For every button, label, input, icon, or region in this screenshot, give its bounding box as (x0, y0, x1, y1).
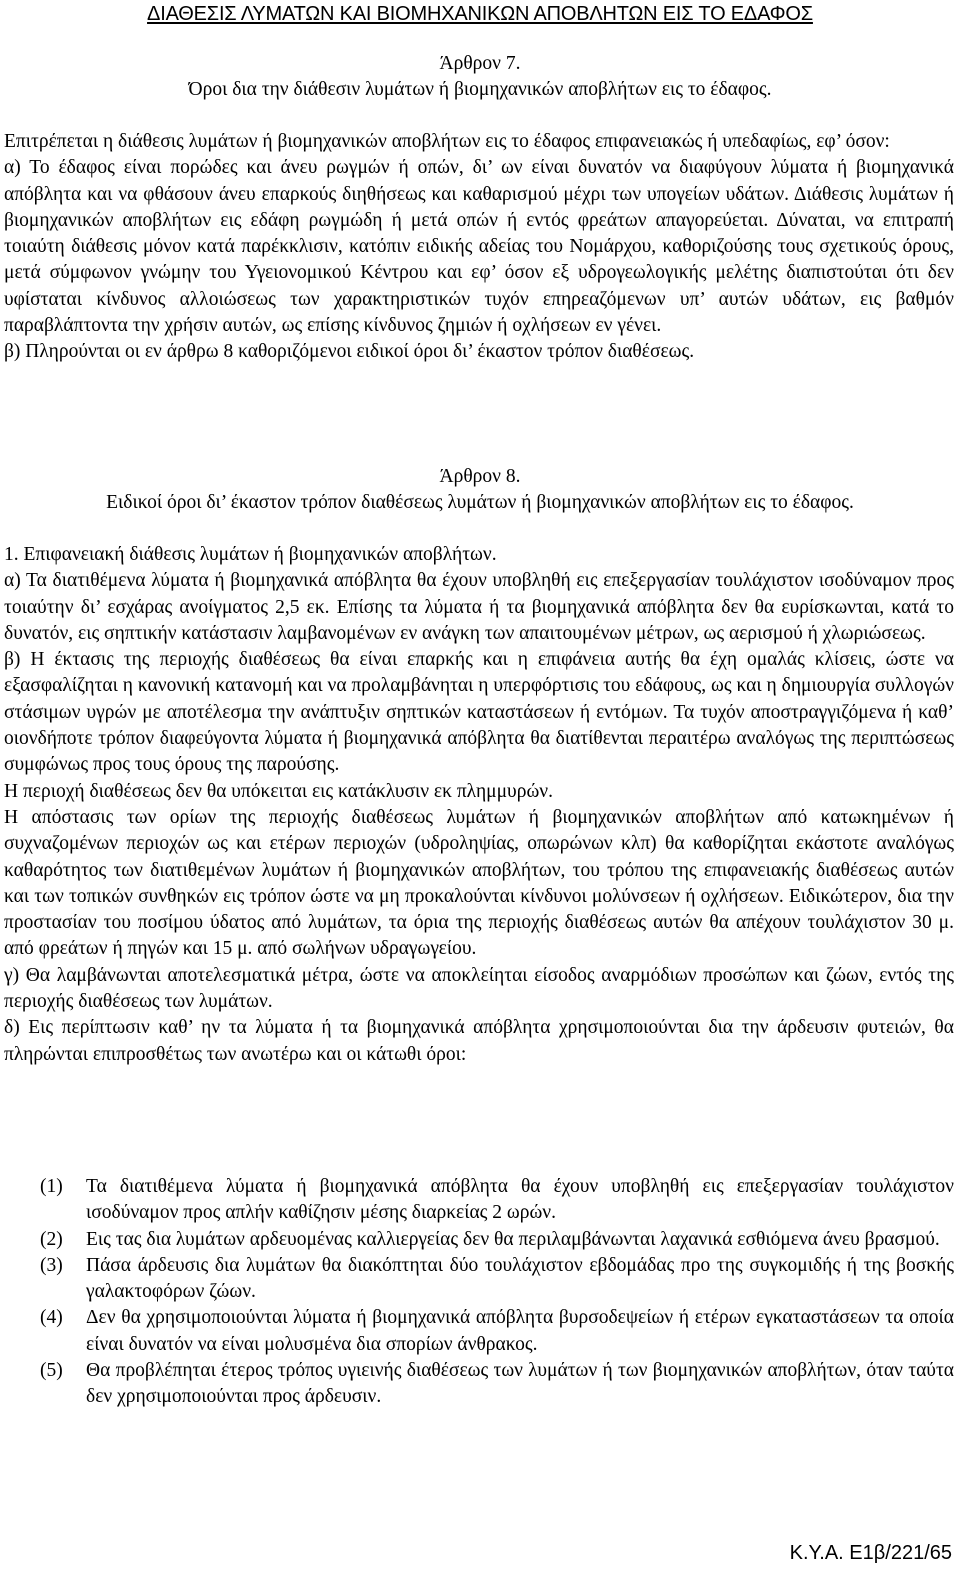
list-item-text: Πάσα άρδευσις δια λυμάτων θα διακόπτηται δύο τουλάχιστον εβδομάδας προ της συγκομιδής ή της βοσκής γαλακτοφόρων ζώων. (86, 1254, 954, 1303)
document-header: ΔΙΑΘΕΣΙΣ ΛΥΜΑΤΩΝ ΚΑΙ ΒΙΟΜΗΧΑΝΙΚΩΝ ΑΠΟΒΛΗΤΩΝ ΕΙΣ ΤΟ ΕΔΑΦΟΣ (147, 3, 813, 25)
article-7-condition-a: α) Το έδαφος είναι πορώδες και άνευ ρωγμών ή οπών, δι’ ων είναι δυνατόν να διαφύγουν λύματα ή βιομηχανικά απόβλητα και να φθάσουν άνευ επαρκούς διηθήσεως και καθαρισμού μέχρι των υπογείων υδάτων. Διάθεσις λυμάτων ή βιομηχανικών αποβλήτων εις εδάφη ρωγμώδη ή μετά οπών ή εντός φρεάτων απαγορεύεται. Δύναται, να επιτραπή τοιαύτη διάθεσις μόνον κατά παρέκκλισιν, κατόπιν ειδικής αδείας του Νομάρχου, καθοριζούσης τους σχετικούς όρους, μετά σύμφωνον γνώμην του Υγειονομικού Κέντρου και εφ’ όσον εξ υδρογεωλογικής μελέτης διαπιστούται ότι δεν υφίσταται κίνδυνος αλλοιώσεως των χαρακτηριστικών τυχόν επηρεαζόμενων υπ’ αυτών υδάτων, εις βαθμόν παραβλάπτοντα την χρήσιν αυτών, ως επίσης κίνδυνος ζημιών ή οχλήσεων εν γένει. (4, 157, 954, 337)
list-item-text: Τα διατιθέμενα λύματα ή βιομηχανικά απόβλητα θα έχουν υποβληθή εις επεξεργασίαν τουλάχιστον ισοδύναμον προς απλήν καθίζησιν μέσης διαρκείας 2 ωρών. (86, 1176, 954, 1224)
paragraph-b: β) Η έκτασις της περιοχής διαθέσεως θα είναι επαρκής και η επιφάνεια αυτής θα έχη ομαλάς κλίσεις, ώστε να εξασφαλίζηται η κανονική κατανομή και να προλαμβάνηται η υπερφόρτισις του εδάφους, ως και η δημιουργία συλλογών στάσιμων υγρών με αποτέλεσμα την ανάπτυξιν σηπτικών καταστάσεων ή εντόμων. Τα τυχόν αποστραγγιζόμενα ή καθ’ οιονδήποτε τρόπον διαφεύγοντα λύματα ή βιομηχανικά απόβλητα θα διατίθενται περαιτέρω αναλόγως της περιπτώσεως συμφώνως προς τους όρους της παρούσης. (4, 649, 954, 776)
article-7-title: Όροι δια την διάθεσιν λυμάτων ή βιομηχανικών αποβλήτων εις το έδαφος. (188, 79, 772, 100)
paragraph-flood: Η περιοχή διαθέσεως δεν θα υπόκειται εις κατάκλυσιν εκ πλημμυρών. (4, 780, 553, 802)
list-item-text: Εις τας δια λυμάτων αρδευομένας καλλιεργείας δεν θα περιλαμβάνωνται λαχανικά εσθιόμενα άνευ βρασμού. (86, 1228, 940, 1250)
paragraph-c: γ) Θα λαμβάνωνται αποτελεσματικά μέτρα, ώστε να αποκλείηται είσοδος αναρμόδιων προσώπων και ζώων, εντός της περιοχής διαθέσεως των λυμάτων. (4, 964, 954, 1013)
document-footer: Κ.Υ.Α. Ε1β/221/65 (789, 1542, 952, 1564)
article-8-title: Ειδικοί όροι δι’ έκαστον τρόπον διαθέσεως λυμάτων ή βιομηχανικών αποβλήτων εις το έδαφος. (106, 492, 854, 513)
article-8-heading: Άρθρον 8. (439, 466, 521, 487)
conditions-list (4, 1174, 954, 1411)
list-item (4, 1358, 954, 1411)
list-item-number: (2) (40, 1228, 63, 1250)
list-item (4, 1227, 954, 1253)
article-7-condition-b: β) Πληρούνται οι εν άρθρω 8 καθοριζόμενοι ειδικοί όροι δι’ έκαστον τρόπον διαθέσεως. (4, 341, 695, 363)
list-item (4, 1253, 954, 1306)
list-item-text: Δεν θα χρησιμοποιούνται λύματα ή βιομηχανικά απόβλητα βυρσοδεψείων ή ετέρων εγκαταστάσεων τα οποία είναι δυνατόν να είναι μολυσμένα δια σπορίων άνθρακος. (86, 1307, 954, 1355)
list-item (4, 1174, 954, 1227)
paragraph-d: δ) Εις περίπτωσιν καθ’ ην τα λύματα ή τα βιομηχανικά απόβλητα χρησιμοποιούνται δια την άρδευσιν φυτειών, θα πληρώνται επιπροσθέτως των ανωτέρω και οι κάτωθι όροι: (4, 1017, 954, 1065)
list-item-text: Θα προβλέπηται έτερος τρόπος υγιεινής διαθέσεως των λυμάτων ή των βιομηχανικών αποβλήτων, όταν ταύτα δεν χρησιμοποιούνται προς άρδευσιν. (86, 1360, 954, 1408)
paragraph-a: α) Τα διατιθέμενα λύματα ή βιομηχανικά απόβλητα θα έχουν υποβληθή εις επεξεργασίαν τουλάχιστον ισοδύναμον προς τοιαύτην δι’ εσχάρας ανοίγματος 2,5 εκ. Επίσης τα λύματα ή τα βιομηχανικά απόβλητα δεν θα ευρίσκωνται, κατά το δυνατόν, εις σηπτικήν κατάστασιν λαμβανομένων εν ανάγκη των απαιτουμένων μέτρων, ως αερισμού ή χλωριώσεως. (4, 570, 954, 644)
list-item (4, 1305, 954, 1358)
section-1-title: 1. Επιφανειακή διάθεσις λυμάτων ή βιομηχανικών αποβλήτων. (4, 544, 497, 565)
paragraph-distance: Η απόστασις των ορίων της περιοχής διαθέσεως λυμάτων ή βιομηχανικών αποβλήτων από κατωκημένων ή συχναζομένων περιοχών ως και ετέρων περιοχών (υδροληψίας, οπωρώνων κλπ) θα καθορίζηται εκάστοτε αναλόγως καθαρότητος των διατιθεμένων λυμάτων ή βιομηχανικών αποβλήτων, του τρόπου της επιφανειακής διαθέσεως αυτών και των τοπικών συνθηκών εις τρόπον ώστε να μη προκαλούνται κίνδυνοι μολύνσεων ή οχλήσεων. Ειδικώτερον, δια την προστασίαν του ποσίμου ύδατος από λυμάτων, τα όρια της περιοχής διαθέσεως αυτών θα απέχουν τουλάχιστον 30 μ. από φρεάτων ή πηγών και 15 μ. από σωλήνων υδραγωγείου. (4, 806, 954, 960)
article-7-body (4, 129, 954, 366)
list-item-number: (1) (40, 1176, 63, 1197)
list-item-number: (4) (40, 1307, 63, 1329)
article-7-intro: Επιτρέπεται η διάθεσις λυμάτων ή βιομηχανικών αποβλήτων εις το έδαφος επιφανειακώς ή υπεδαφίως, εφ’ όσον: (4, 131, 890, 152)
list-item-number: (5) (40, 1360, 63, 1382)
list-item-number: (3) (40, 1254, 63, 1276)
article-8-body (4, 542, 954, 1068)
article-7-heading: Άρθρον 7. (439, 53, 521, 74)
